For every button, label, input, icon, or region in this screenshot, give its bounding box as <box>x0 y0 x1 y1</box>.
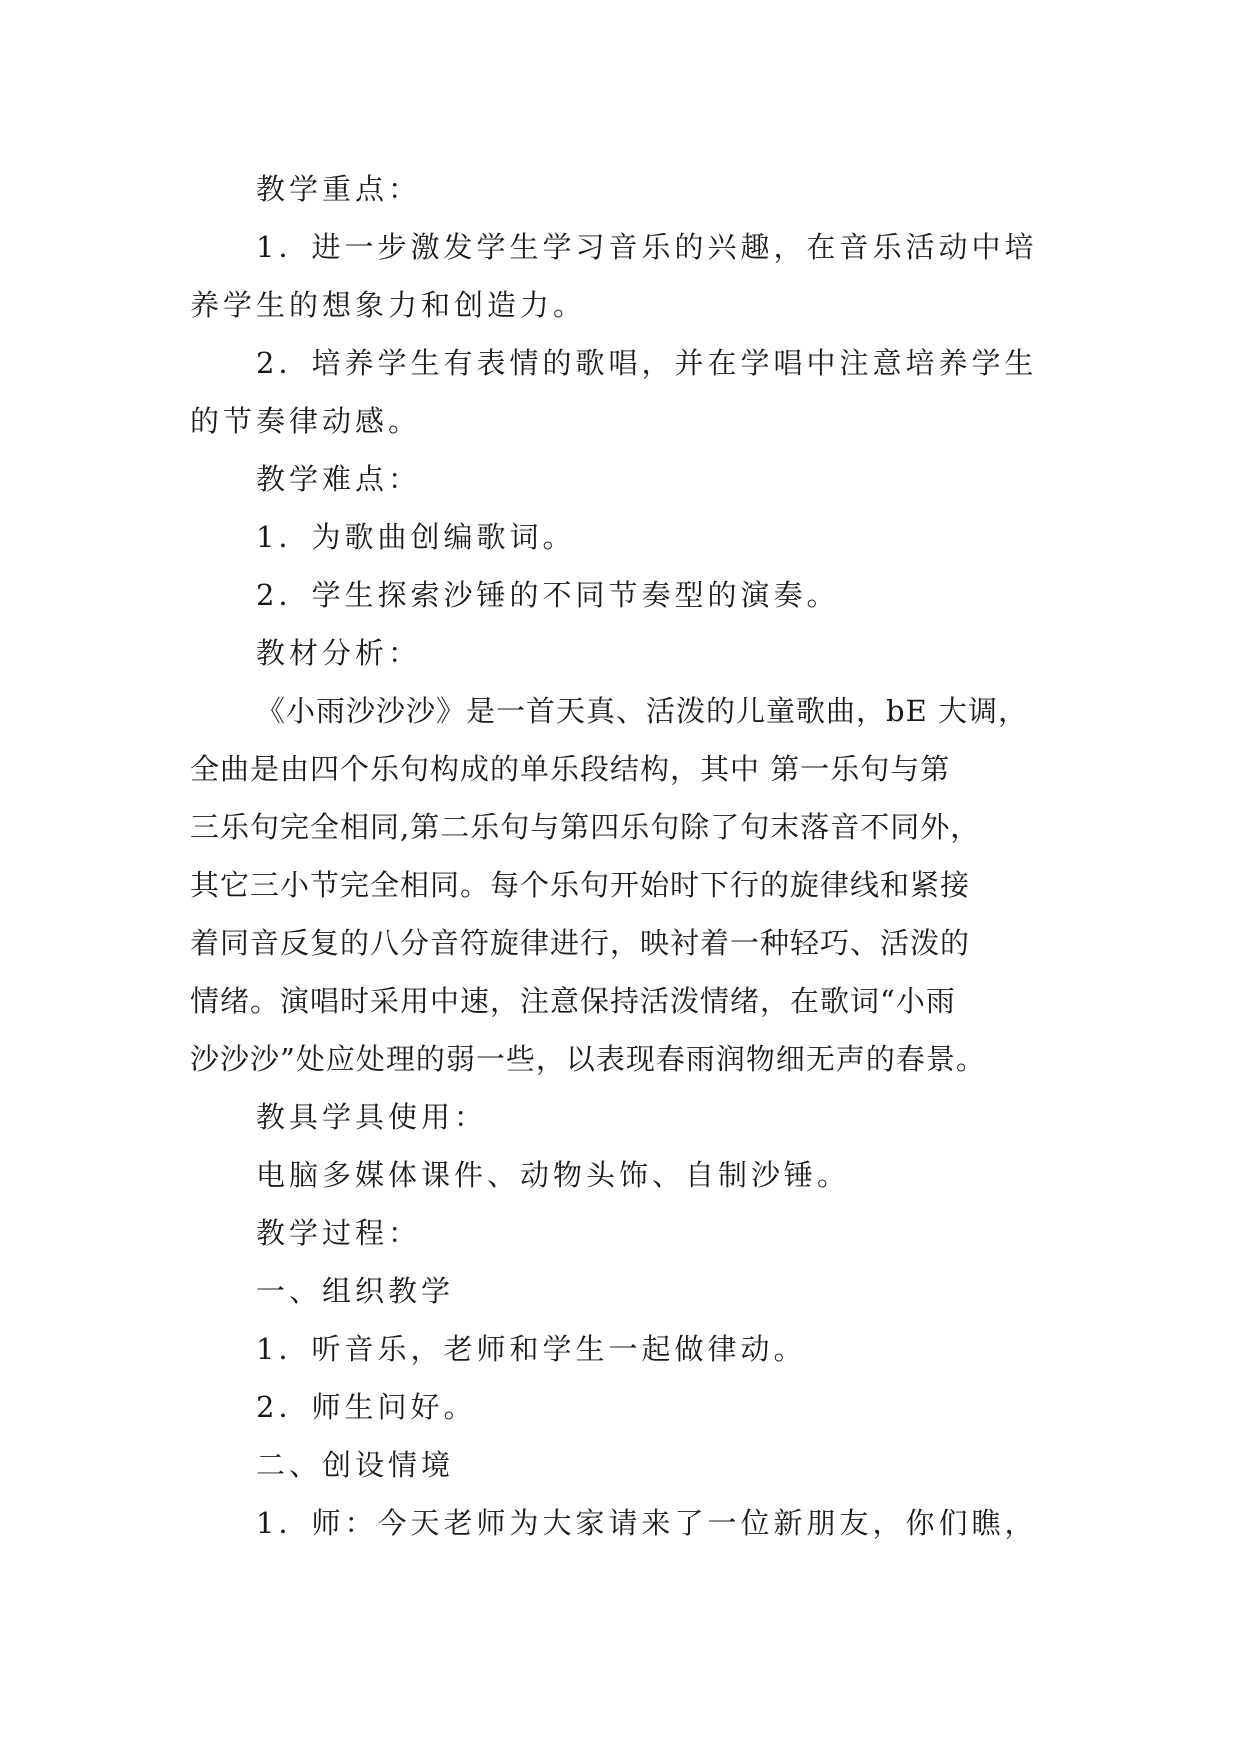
paragraph-line: 情绪。演唱时采用中速，注意保持活泼情绪，在歌词“小雨 <box>190 984 956 1018</box>
heading-material-analysis: 教材分析： <box>256 636 422 670</box>
paragraph-line: 全曲是由四个乐句构成的单乐段结构，其中 第一乐句与第 <box>190 752 951 786</box>
paragraph-line: 1．为歌曲创编歌词。 <box>256 520 576 554</box>
paragraph-line: 《小雨沙沙沙》是一首天真、活泼的儿童歌曲，bE 大调， <box>256 694 1028 728</box>
heading-teaching-difficulty: 教学难点： <box>256 462 422 496</box>
paragraph-line: 三乐句完全相同,第二乐句与第四乐句除了句末落音不同外， <box>190 810 981 844</box>
paragraph-line: 电脑多媒体课件、动物头饰、自制沙锤。 <box>256 1158 851 1192</box>
section-heading: 二、创设情境 <box>256 1448 455 1482</box>
paragraph-line: 的节奏律动感。 <box>190 404 422 438</box>
heading-teaching-aids: 教具学具使用： <box>256 1100 488 1134</box>
paragraph-line: 2．师生问好。 <box>256 1390 477 1424</box>
paragraph-line: 着同音反复的八分音符旋律进行，映衬着一种轻巧、活泼的 <box>190 926 971 960</box>
heading-teaching-focus: 教学重点： <box>256 172 422 206</box>
heading-teaching-process: 教学过程： <box>256 1216 422 1250</box>
paragraph-line: 其它三小节完全相同。每个乐句开始时下行的旋律线和紧接 <box>190 868 971 902</box>
document-page <box>190 160 1060 1552</box>
paragraph-line: 2．培养学生有表情的歌唱，并在学唱中注意培养学生 <box>256 346 1038 380</box>
paragraph-line: 2．学生探索沙锤的不同节奏型的演奏。 <box>256 578 840 612</box>
paragraph-line: 养学生的想象力和创造力。 <box>190 288 587 322</box>
paragraph-line: 1．进一步激发学生学习音乐的兴趣，在音乐活动中培 <box>256 230 1038 264</box>
section-heading: 一、组织教学 <box>256 1274 455 1308</box>
paragraph-line: 1．听音乐，老师和学生一起做律动。 <box>256 1332 807 1366</box>
paragraph-line: 1．师：今天老师为大家请来了一位新朋友，你们瞧， <box>256 1506 1038 1540</box>
paragraph-line: 沙沙沙”处应处理的弱一些，以表现春雨润物细无声的春景。 <box>190 1042 986 1076</box>
